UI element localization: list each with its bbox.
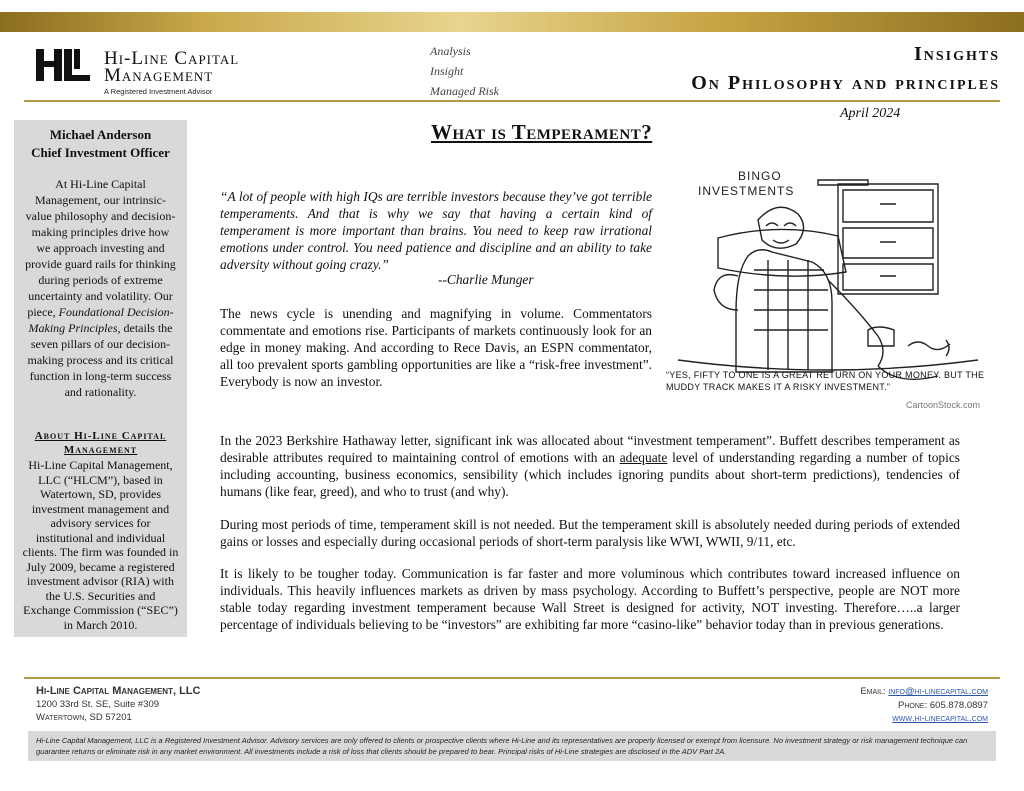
cartoon-sign: BINGO bbox=[738, 169, 782, 183]
footer-address-line1: 1200 33rd St. SE, Suite #309 bbox=[36, 699, 160, 710]
footer-contact bbox=[860, 685, 988, 726]
author-name: Michael Anderson bbox=[49, 127, 152, 142]
logo-name: Hi-Line Capital Management bbox=[104, 48, 240, 86]
email-label: Email: bbox=[860, 686, 886, 697]
header-divider bbox=[24, 100, 1000, 102]
top-gold-bar bbox=[0, 12, 1024, 32]
disclaimer: Hi-Line Capital Management, LLC is a Registered Investment Advisor. Advisory services are only offered to clients or prospective clients where Hi-Line and its representatives are properly licensed or exempt from licensure. No investment strategy or risk management technique can guarantee returns or eliminate risk in any market environment. All investments include a risk of loss that clients should be prepared to bear. Principal risks of Hi-Line strategies are disclosed in the ADV Part 2A. bbox=[28, 731, 996, 761]
publication-link: Foundational Decision-Making Principles, bbox=[28, 305, 174, 335]
intro-text: At Hi-Line Capital Management, our intrinsic-value philosophy and decision-making principles drive how we approach investing and provide guard rails for thinking during periods of extreme uncertainty and volatility. Our piece, bbox=[25, 177, 176, 319]
tagline-item: Analysis bbox=[430, 44, 471, 58]
sidebar-intro bbox=[24, 176, 177, 400]
author-block bbox=[14, 126, 187, 162]
sidebar-panel bbox=[14, 120, 187, 637]
about-text: Hi-Line Capital Management, LLC (“HLCM”), based in Watertown, SD, provides investment management and advisory services for institutional and individual clients. The firm was founded in July 2009, became a registered investment advisor (RIA) with the U.S. Securities and Exchange Commission (“SEC”) in March 2010. bbox=[22, 458, 179, 632]
footer-company: Hi-Line Capital Management, LLC bbox=[36, 685, 201, 697]
email-link[interactable]: info@hi-linecapital.com bbox=[888, 686, 988, 697]
paragraph-temperament-skill: During most periods of time, temperament skill is not needed. But the temperament skill is absolutely needed during periods of extended gains or losses and especially during occasional periods of short-term paralysis like WWI, WWII, 9/11, etc. bbox=[220, 517, 960, 549]
intro-text-end: details the seven pillars of our decision-making process and its critical function in long-term success and rationality. bbox=[27, 321, 174, 399]
series-title: Insights bbox=[913, 43, 1000, 65]
p2-underlined: adequate bbox=[619, 450, 668, 465]
paragraph-news-cycle: The news cycle is unending and magnifying in volume. Commentators commentate and emotions rise. Participants of markets continuously look for an edge in money making. And according to Rece Davis, an ESPN commentator, all too prevalent sports gambling opportunities are like a “risk-free investment”. Everybody is now an investor. bbox=[220, 306, 652, 389]
about-heading: About Hi-Line Capital Management bbox=[34, 430, 167, 456]
hl-logo-icon bbox=[34, 47, 92, 83]
cartoon-credit: CartoonStock.com bbox=[906, 400, 981, 410]
svg-text:INVESTMENTS: INVESTMENTS bbox=[698, 184, 795, 198]
article-title: What is Temperament? bbox=[431, 120, 653, 144]
footer-address-line2: Watertown, SD 57201 bbox=[36, 712, 132, 723]
tagline-item: Insight bbox=[430, 64, 464, 78]
tagline-item: Managed Risk bbox=[430, 84, 499, 98]
author-role: Chief Investment Officer bbox=[31, 145, 170, 160]
quote-attribution: --Charlie Munger bbox=[438, 272, 534, 287]
paragraph-berkshire bbox=[220, 432, 960, 500]
p2-text-end: level of understanding regarding a number of topics including accounting, business economics, sensibility (which includes ignoring pundits about short-term predictions), tendencies of humans (like fear, greed), and who to trust (and why). bbox=[220, 450, 960, 499]
p2-text: In the 2023 Berkshire Hathaway letter, significant ink was allocated about “investment temperament”. Buffett describes temperament as desirable attributes required to maintaining control of emotions with an bbox=[220, 433, 960, 465]
issue-date: April 2024 bbox=[840, 106, 901, 121]
company-logo bbox=[34, 47, 264, 97]
series-heading bbox=[691, 43, 1000, 95]
footer-address bbox=[36, 685, 200, 724]
footer-divider bbox=[24, 677, 1000, 679]
munger-quote: “A lot of people with high IQs are terrible investors because they’ve got terrible temperaments. And that is why we say that having a certain kind of temperament is more important than brains. You need to keep raw irrational emotions under control. You need patience and discipline and an ability to take adversity without going crazy.” bbox=[220, 189, 652, 272]
logo-subtitle: A Registered Investment Advisor bbox=[104, 87, 213, 96]
phone-label: Phone: bbox=[898, 699, 928, 711]
website-link[interactable]: www.hi-linecapital.com bbox=[892, 713, 988, 724]
cartoon-caption: “YES, FIFTY TO ONE IS A GREAT RETURN ON YOUR MONEY. BUT THE MUDDY TRACK MAKES IT A RISKY INVESTMENT.” bbox=[666, 370, 985, 392]
phone-number: 605.878.0897 bbox=[929, 699, 988, 711]
paragraph-tougher-today: It is likely to be tougher today. Communication is far faster and more voluminous which contributes toward increased influence on individuals. This heavily influences markets as driven by mass psychology. According to Buffett’s perspective, people are NOT more stable today regarding investment temperament because Wall Street is designed for activity, NOT investing. Therefore…..a larger percentage of individuals believing to be “investors” are exhibiting far more “casino-like” behavior today than in previous generations. bbox=[220, 566, 960, 632]
tagline-list bbox=[430, 41, 499, 101]
series-subtitle: On Philosophy and principles bbox=[691, 72, 1000, 94]
